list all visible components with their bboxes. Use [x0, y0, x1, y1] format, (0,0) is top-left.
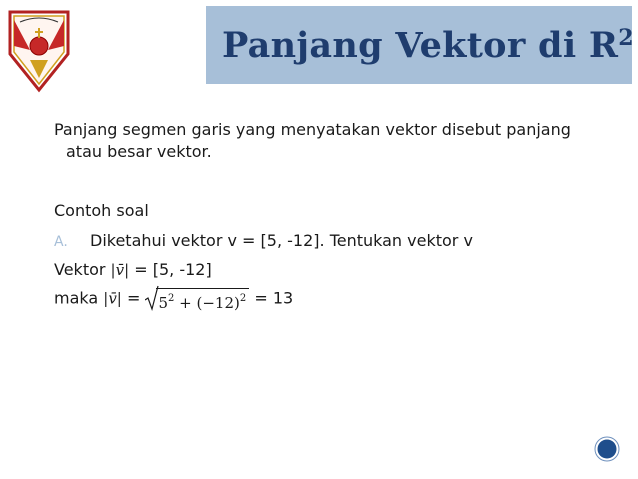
radicand-base-1: 5: [158, 294, 169, 312]
result-value: = 13: [254, 288, 294, 308]
result-line: [54, 288, 293, 310]
square-root-icon: [145, 285, 159, 311]
radicand: [156, 288, 249, 313]
vector-value: = [5, -12]: [134, 260, 212, 279]
radicand-exponent-1: 2: [168, 293, 175, 304]
school-crest-logo: [6, 6, 72, 94]
vector-norm-symbol: |v̄|: [110, 261, 130, 279]
item-text: Diketahui vektor v = [5, -12]. Tentukan vektor v: [90, 231, 473, 250]
result-equals: =: [126, 288, 141, 308]
vector-line: [54, 260, 212, 279]
vector-label: Vektor: [54, 260, 106, 279]
item-marker: A.: [54, 234, 68, 250]
square-root-expression: [145, 288, 249, 310]
maka-label: maka: [54, 288, 99, 308]
definition-line-1: Panjang segmen garis yang menyatakan vektor disebut panjang: [54, 120, 571, 139]
circle-decoration-icon: [594, 436, 620, 462]
radicand-middle: + (−12): [174, 294, 240, 312]
slide-title-text: Panjang Vektor di R: [222, 24, 619, 66]
example-item: [54, 231, 473, 250]
result-norm-symbol: |v̄|: [103, 289, 122, 308]
slide-title: [222, 25, 634, 66]
radicand-exponent-2: 2: [239, 293, 247, 304]
title-banner: [206, 6, 632, 84]
title-superscript: 2: [618, 24, 634, 51]
example-heading: Contoh soal: [54, 201, 149, 220]
definition-line-2: atau besar vektor.: [66, 142, 212, 161]
